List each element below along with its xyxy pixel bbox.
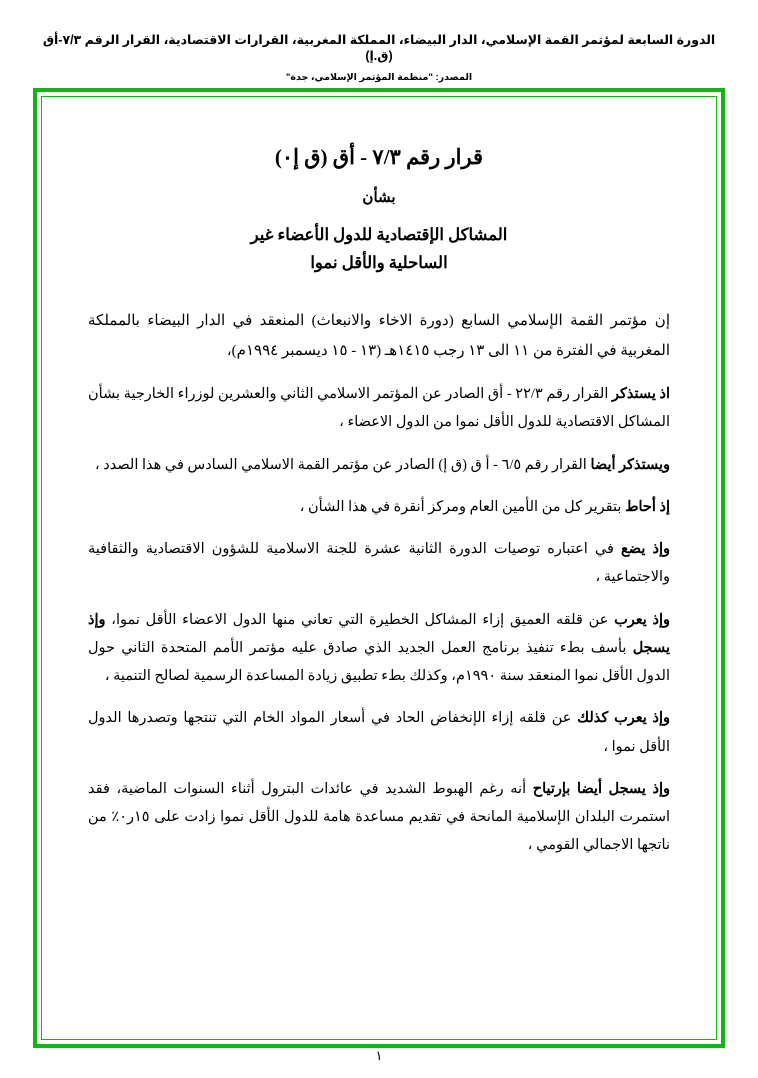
paragraph-recalling-2-lead: ويستذكر أيضا (590, 456, 670, 473)
paragraph-noting-report-text: بتقرير كل من الأمين العام ومركز أنقرة في هذا الشأن ، (299, 498, 626, 515)
paragraph-noting-report (88, 493, 670, 521)
paragraph-recalling-1-lead: اذ يستذكر (612, 385, 670, 402)
paragraph-recalling-2-text: القرار رقم ٦/٥ - أ ق (ق إ) الصادر عن مؤتمر القمة الاسلامي السادس في هذا الصدد ، (94, 456, 591, 473)
document-header (0, 32, 758, 83)
paragraph-expressing-concern-1-lead-2: وإذ يسجل (88, 611, 670, 656)
paragraph-considering-recommendations (88, 535, 670, 592)
paragraph-expressing-concern-2-text: عن قلقه إزاء الإنخفاض الحاد في أسعار المواد الخام التي تنتجها وتصدرها الدول الأقل نموا ، (88, 710, 670, 755)
paragraph-expressing-concern-1-text-2: بأسف بطء تنفيذ برنامج العمل الجديد الذي صادق عليه مؤتمر الأمم المتحدة الثاني حول الدول الأقل نموا المنعقد سنة ١٩٩٠م، وكذلك بطء تطبيق زيادة المساعدة الرسمية لصالح التنمية ، (88, 639, 670, 685)
resolution-subject (88, 221, 670, 277)
resolution-number-title: قرار رقم ٧/٣ - أق (ق إ٠) (274, 145, 484, 169)
paragraph-recalling-1 (88, 380, 670, 437)
paragraph-expressing-concern-2-lead: وإذ يعرب كذلك (577, 710, 670, 727)
paragraph-preamble-text: إن مؤتمر القمة الإسلامي السابع (دورة الاخاء والانبعاث) المنعقد في الدار البيضاء بالمملكة المغربية في الفترة من ١١ الى ١٣ رجب ١٤١٥هـ (١٣ - ١٥ ديسمبر ١٩٩٤م)، (88, 313, 670, 359)
paragraph-preamble (88, 307, 670, 366)
paragraph-considering-recommendations-text: في اعتباره توصيات الدورة الثانية عشرة للجنة الاسلامية للشؤون الاقتصادية والثقافية والاجتماعية ، (88, 541, 670, 586)
paragraph-noting-report-lead: إذ أحاط (625, 498, 670, 515)
paragraph-noting-with-satisfaction-text: أنه رغم الهبوط الشديد في عائدات البترول أثناء السنوات الماضية، فقد استمرت البلدان الإسلامية المانحة في تقديم مساعدة هامة للدول الأقل نموا زادت على ١٥ر٠٪ من ناتجها الاجمالي القومي ، (88, 780, 670, 854)
paragraph-expressing-concern-1-lead: وإذ يعرب (614, 611, 670, 628)
paragraph-noting-with-satisfaction (88, 775, 670, 860)
resolution-concerning-label: بشأن (362, 190, 396, 207)
header-title-line: الدورة السابعة لمؤتمر القمة الإسلامي، الدار البيضاء، المملكة المغربية، القرارات الاقتصادية، القرار الرقم ٧/٣-أق (ق.إ) (42, 33, 716, 64)
paragraph-recalling-2 (88, 451, 670, 479)
paragraph-expressing-concern-1 (88, 606, 670, 691)
paragraph-expressing-concern-1-text: عن قلقه العميق إزاء المشاكل الخطيرة التي تعاني منها الدول الاعضاء الأقل نموا، (105, 611, 615, 628)
paragraph-recalling-1-text: القرار رقم ٢٢/٣ - أق الصادر عن المؤتمر الاسلامي الثاني والعشرين لوزراء الخارجية بشأن المشاكل الاقتصادية للدول الأقل نموا من الدول الاعضاء ، (88, 385, 670, 431)
paragraph-considering-recommendations-lead: وإذ يضع (621, 541, 670, 558)
paragraph-expressing-concern-2 (88, 704, 670, 761)
resolution-subject-line-2: الساحلية والأقل نموا (310, 253, 448, 273)
resolution-body (88, 307, 670, 859)
header-source-line: المصدر: "منظمة المؤتمر الإسلامي، جدة" (285, 71, 473, 83)
page-number: ١ (375, 1048, 383, 1063)
paragraph-noting-with-satisfaction-lead: وإذ يسجل أيضا بإرتياح (532, 780, 670, 797)
resolution-subject-line-1: المشاكل الإقتصادية للدول الأعضاء غير (250, 225, 508, 245)
green-border-frame (33, 88, 725, 1048)
frame-content-area (41, 96, 717, 1040)
